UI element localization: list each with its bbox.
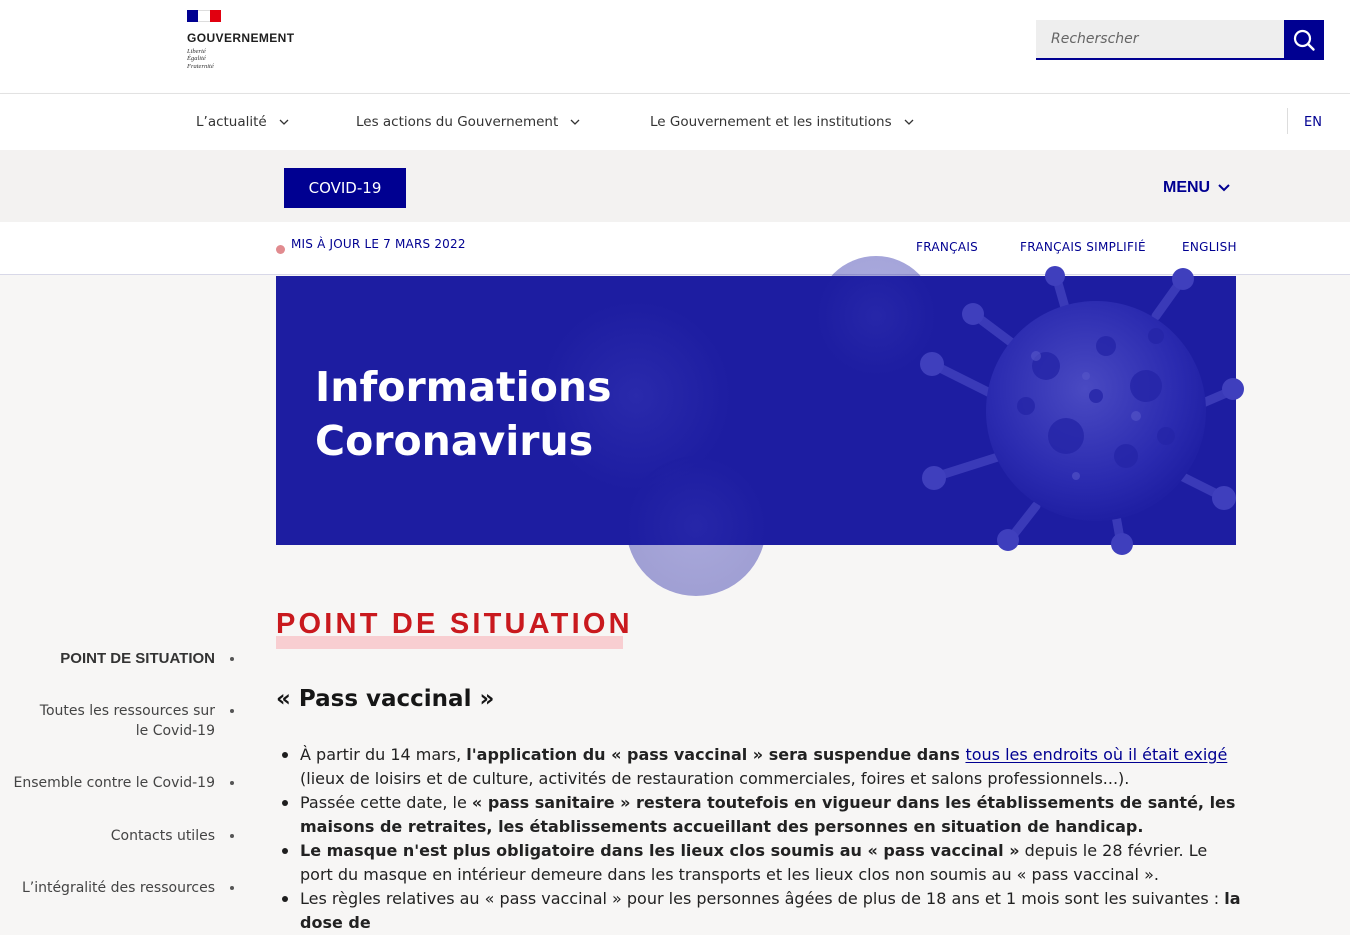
status-dot-icon xyxy=(276,245,285,254)
chevron-down-icon xyxy=(570,119,580,125)
info-bullet-list xyxy=(300,743,1245,935)
update-bar xyxy=(0,222,1350,275)
motto-line: Égalité xyxy=(187,55,206,63)
text: À partir du 14 mars, xyxy=(300,745,467,764)
search-button[interactable] xyxy=(1284,20,1324,60)
side-bullet xyxy=(230,886,234,890)
logo-title: GOUVERNEMENT xyxy=(187,31,295,45)
chevron-down-icon xyxy=(279,119,289,125)
search-input[interactable] xyxy=(1036,20,1284,60)
list-item xyxy=(300,791,1245,839)
language-link-francais-simplifie[interactable]: FRANÇAIS SIMPLIFIÉ xyxy=(1020,240,1146,254)
sidenav-item-ressources-covid[interactable]: Toutes les ressources sur le Covid-19 xyxy=(39,703,215,739)
search-icon xyxy=(1293,29,1315,51)
language-switch-en[interactable]: EN xyxy=(1304,114,1322,130)
main-navigation xyxy=(0,94,1350,150)
bold-text: Le masque n'est plus obligatoire dans les lieux clos soumis au « pass vaccinal » xyxy=(300,841,1020,860)
section-title: POINT DE SITUATION xyxy=(276,608,633,640)
sidenav-item-contacts[interactable]: Contacts utiles xyxy=(110,828,215,844)
side-bullet xyxy=(230,709,234,713)
hero-title xyxy=(315,360,611,468)
list-item xyxy=(300,839,1245,887)
nav-item-label: Les actions du Gouvernement xyxy=(356,114,559,130)
bold-text: l'application du « pass vaccinal » sera suspendue dans xyxy=(466,745,966,764)
motto-line: Fraternité xyxy=(187,62,214,70)
link-lieux-exiges[interactable]: tous les endroits où il était exigé xyxy=(965,745,1228,764)
covid-bar xyxy=(0,150,1350,222)
language-link-english[interactable]: ENGLISH xyxy=(1182,240,1237,254)
nav-item-institutions[interactable] xyxy=(650,94,914,150)
list-item xyxy=(300,743,1245,791)
sidenav-item-integralite[interactable]: L’intégralité des ressources xyxy=(21,880,215,896)
side-bullet xyxy=(230,781,234,785)
side-bullet xyxy=(230,657,234,661)
republic-motto xyxy=(187,48,307,70)
subheading-pass-vaccinal: « Pass vaccinal » xyxy=(276,686,495,712)
text: Passée cette date, le xyxy=(300,793,472,812)
french-flag-icon xyxy=(187,10,221,22)
language-link-francais[interactable]: FRANÇAIS xyxy=(916,240,979,254)
nav-item-actualite[interactable] xyxy=(196,94,289,150)
site-header xyxy=(0,0,1350,94)
hero-title-line: Informations xyxy=(315,363,612,411)
chevron-down-icon xyxy=(904,119,914,125)
last-updated-text: MIS À JOUR LE 7 MARS 2022 xyxy=(291,237,466,251)
covid-19-button[interactable]: COVID-19 xyxy=(284,168,406,208)
government-logo[interactable] xyxy=(187,10,307,70)
hero-title-line: Coronavirus xyxy=(315,417,594,465)
text: (lieux de loisirs et de culture, activités de restauration commerciales, foires et salons professionnels...). xyxy=(300,769,1130,788)
nav-item-label: Le Gouvernement et les institutions xyxy=(650,114,892,130)
text: Les règles relatives au « pass vaccinal » pour les personnes âgées de plus de 18 ans et 1 mois sont les suivantes : xyxy=(300,889,1225,908)
hero-banner xyxy=(276,276,1236,545)
sidenav-item-ensemble[interactable]: Ensemble contre le Covid-19 xyxy=(13,775,215,791)
menu-label: MENU xyxy=(1163,179,1211,196)
side-bullet xyxy=(230,834,234,838)
motto-line: Liberté xyxy=(187,48,206,55)
search-bar xyxy=(1036,20,1324,60)
nav-divider xyxy=(1287,108,1288,134)
text: depuis le 28 février. Le port du masque en intérieur demeure dans les transports et les lieux clos non soumis au « pass vaccinal ». xyxy=(300,841,1208,884)
nav-item-actions[interactable] xyxy=(356,94,580,150)
chevron-down-icon xyxy=(1218,184,1230,192)
bold-text: la dose de xyxy=(300,889,1241,932)
menu-button[interactable] xyxy=(1163,168,1230,208)
nav-item-label: L’actualité xyxy=(196,114,267,130)
sidenav-item-point-de-situation[interactable]: POINT DE SITUATION xyxy=(60,650,215,667)
list-item xyxy=(300,887,1245,935)
bold-text: « pass sanitaire » restera toutefois en vigueur dans les établissements de santé, les maisons de retraites, les établissements accueillant des personnes en situation de handicap. xyxy=(300,793,1236,836)
